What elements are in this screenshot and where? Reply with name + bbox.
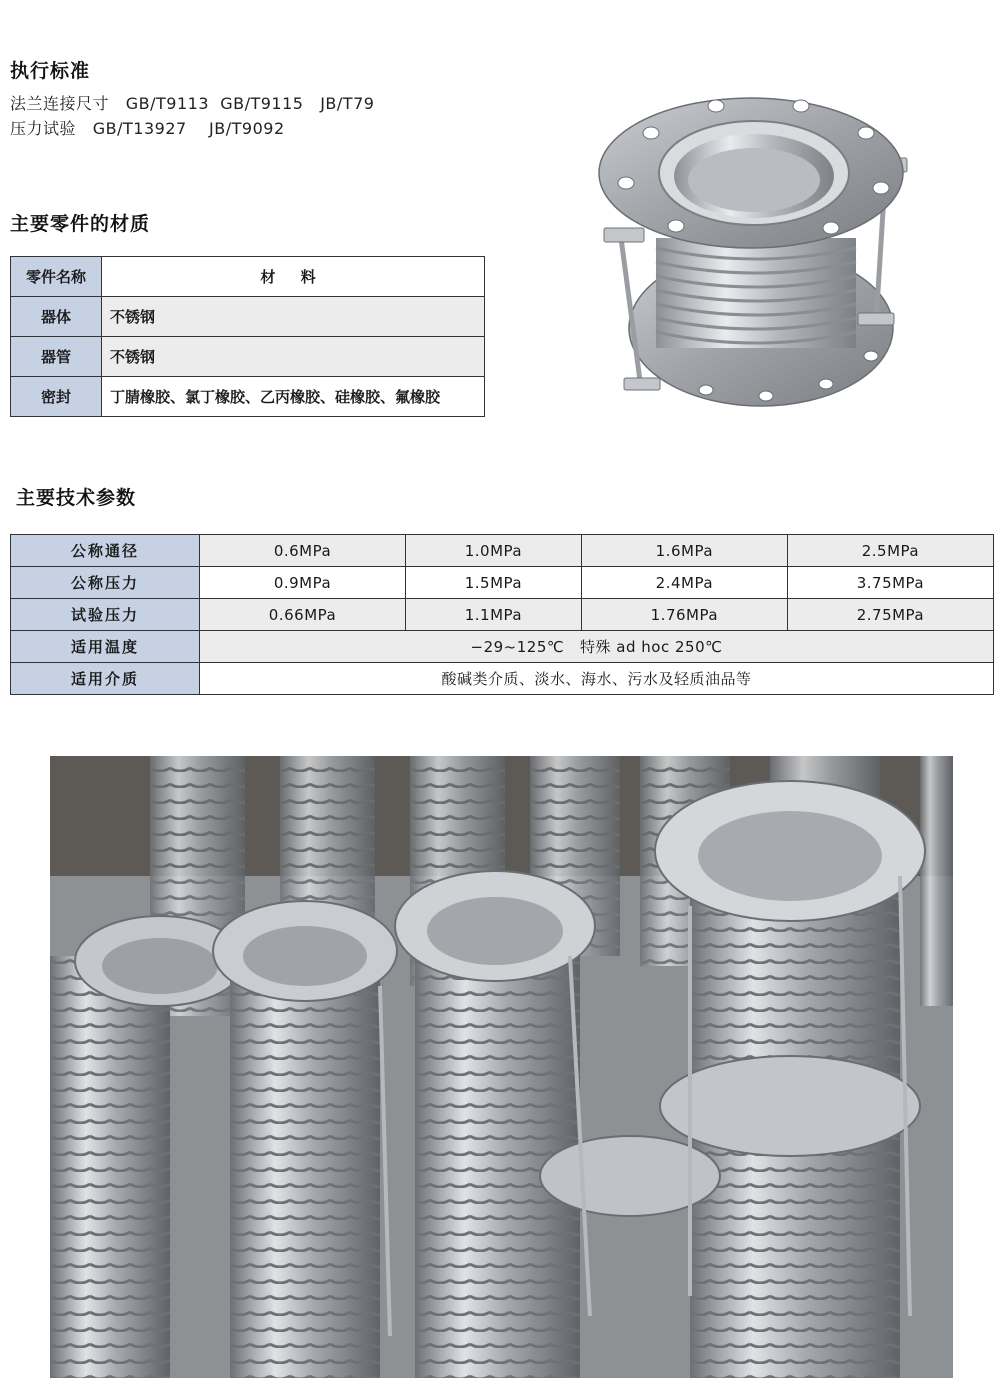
params-row <box>11 599 994 631</box>
params-table <box>10 534 994 695</box>
temperature-value-cell: −29~125℃ 特殊 ad hoc 250℃ <box>200 631 994 663</box>
warehouse-photo <box>50 756 953 1378</box>
param-value-cell: 0.9MPa <box>200 567 406 599</box>
param-label-cell: 适用温度 <box>11 631 200 663</box>
param-value-cell: 1.5MPa <box>406 567 582 599</box>
params-row <box>11 535 994 567</box>
param-value-cell: 2.4MPa <box>581 567 787 599</box>
param-label-cell: 公称通径 <box>11 535 200 567</box>
param-value-cell: 1.76MPa <box>581 599 787 631</box>
product-photo <box>586 88 941 418</box>
pressure-test-standard-line: 压力试验 GB/T13927 JB/T9092 <box>10 119 285 138</box>
param-label-cell: 公称压力 <box>11 567 200 599</box>
param-label-cell: 适用介质 <box>11 663 200 695</box>
param-value-cell: 3.75MPa <box>787 567 993 599</box>
standards-title: 执行标准 <box>10 60 91 82</box>
material-cell: 不锈钢 <box>102 297 485 337</box>
param-label-cell: 试验压力 <box>11 599 200 631</box>
param-value-cell: 2.5MPa <box>787 535 993 567</box>
materials-row <box>11 337 485 377</box>
param-value-cell: 0.6MPa <box>200 535 406 567</box>
materials-row <box>11 297 485 337</box>
material-cell: 丁腈橡胶、氯丁橡胶、乙丙橡胶、硅橡胶、氟橡胶 <box>102 377 485 417</box>
materials-row <box>11 377 485 417</box>
material-cell: 不锈钢 <box>102 337 485 377</box>
materials-table <box>10 256 485 417</box>
params-row <box>11 663 994 695</box>
params-row <box>11 567 994 599</box>
param-value-cell: 1.6MPa <box>581 535 787 567</box>
param-value-cell: 1.1MPa <box>406 599 582 631</box>
materials-header-row <box>11 257 485 297</box>
flange-standard-line: 法兰连接尺寸 GB/T9113 GB/T9115 JB/T79 <box>10 94 375 113</box>
param-value-cell: 1.0MPa <box>406 535 582 567</box>
part-name-cell: 密封 <box>11 377 102 417</box>
params-row <box>11 631 994 663</box>
part-name-cell: 器管 <box>11 337 102 377</box>
param-value-cell: 2.75MPa <box>787 599 993 631</box>
materials-title: 主要零件的材质 <box>10 213 151 235</box>
part-name-header: 零件名称 <box>11 257 102 297</box>
material-header: 材 料 <box>102 257 485 297</box>
medium-value-cell: 酸碱类介质、淡水、海水、污水及轻质油品等 <box>200 663 994 695</box>
param-value-cell: 0.66MPa <box>200 599 406 631</box>
part-name-cell: 器体 <box>11 297 102 337</box>
stacked-joints-illustration <box>50 756 953 1378</box>
params-title: 主要技术参数 <box>16 487 137 509</box>
expansion-joint-illustration <box>586 88 941 418</box>
